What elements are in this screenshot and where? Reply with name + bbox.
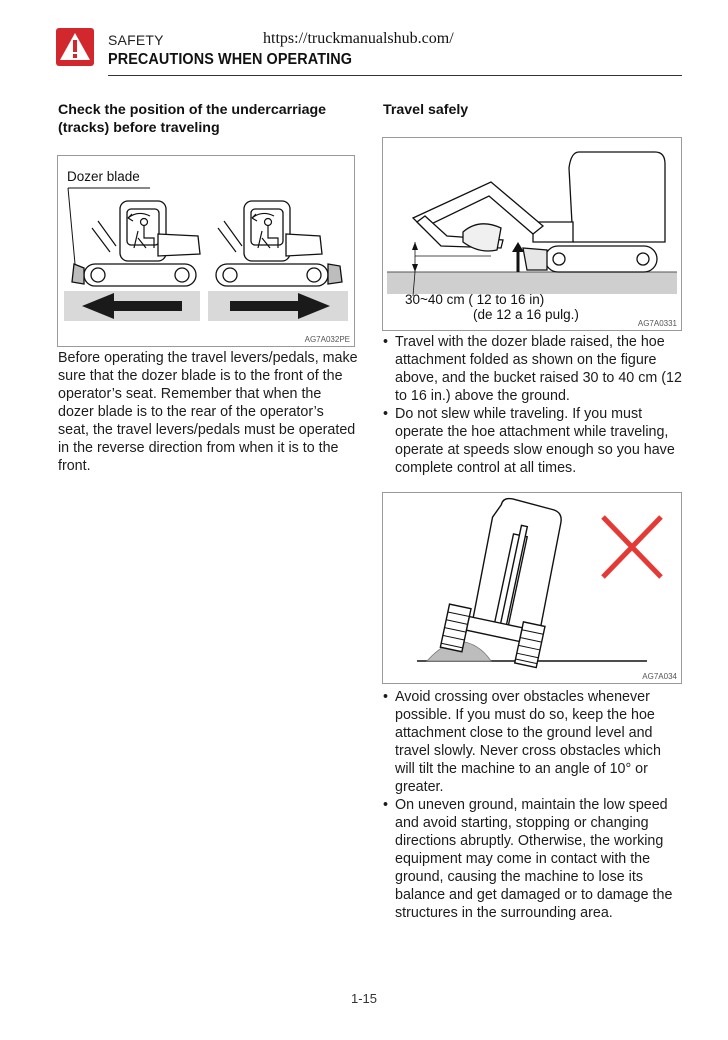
red-cross-icon xyxy=(603,517,661,577)
undercarriage-paragraph: Before operating the travel levers/pedals, make sure that the dozer blade is to the front of the operator’s seat. Remember that when the dozer blade is to the rear of the operator’s seat, the travel levers/pedals must be operated in the reverse direction from when it is to the front. xyxy=(58,350,358,474)
dozer-blade-illustration xyxy=(58,156,354,346)
travel-safely-heading: Travel safely xyxy=(383,102,469,118)
list-item: • Avoid crossing over obstacles whenever possible. If you must do so, keep the hoe attachment close to the ground level and travel slowly. Never cross obstacles which will tilt the machine to an angle of 10° or greater. xyxy=(383,688,683,796)
header-divider xyxy=(108,75,682,76)
list-item: • Do not slew while traveling. If you must operate the hoe attachment while traveling, operate at speeds slow enough so you have complete control at all times. xyxy=(383,405,683,477)
travel-position-figure xyxy=(382,137,682,331)
page-title: PRECAUTIONS WHEN OPERATING xyxy=(108,51,353,68)
obstacle-figure xyxy=(382,492,682,684)
source-url[interactable]: https://truckmanualshub.com/ xyxy=(263,30,454,47)
figure-code: AG7A0331 xyxy=(637,319,677,328)
list-item: • Travel with the dozer blade raised, the hoe attachment folded as shown on the figure above, and the bucket raised 30 to 40 cm (12 to 16 in.) above the ground. xyxy=(383,333,683,405)
obstacle-bullets xyxy=(383,688,683,922)
undercarriage-heading: Check the position of the undercarriage (tracks) before traveling xyxy=(58,102,327,136)
list-item: • On uneven ground, maintain the low speed and avoid starting, stopping or changing directions abruptly. Otherwise, the working equipment may come in contact with the ground, causing the machine to lose its balance and get damaged or to damage the structures in the surrounding area. xyxy=(383,796,683,922)
page-number: 1-15 xyxy=(350,991,378,1006)
warning-triangle-icon xyxy=(56,28,94,66)
dimension-label: 30~40 cm ( 12 to 16 in) xyxy=(405,292,545,307)
dozer-blade-label: Dozer blade xyxy=(67,169,140,184)
section-label: SAFETY xyxy=(108,32,164,48)
dimension-label-alt: (de 12 a 16 pulg.) xyxy=(473,307,579,322)
dozer-blade-figure xyxy=(57,155,355,347)
figure-code: AG7A034 xyxy=(642,672,677,681)
figure-code: AG7A032PE xyxy=(304,335,350,344)
tilting-machine-illustration xyxy=(383,493,681,683)
travel-bullets xyxy=(383,333,683,477)
